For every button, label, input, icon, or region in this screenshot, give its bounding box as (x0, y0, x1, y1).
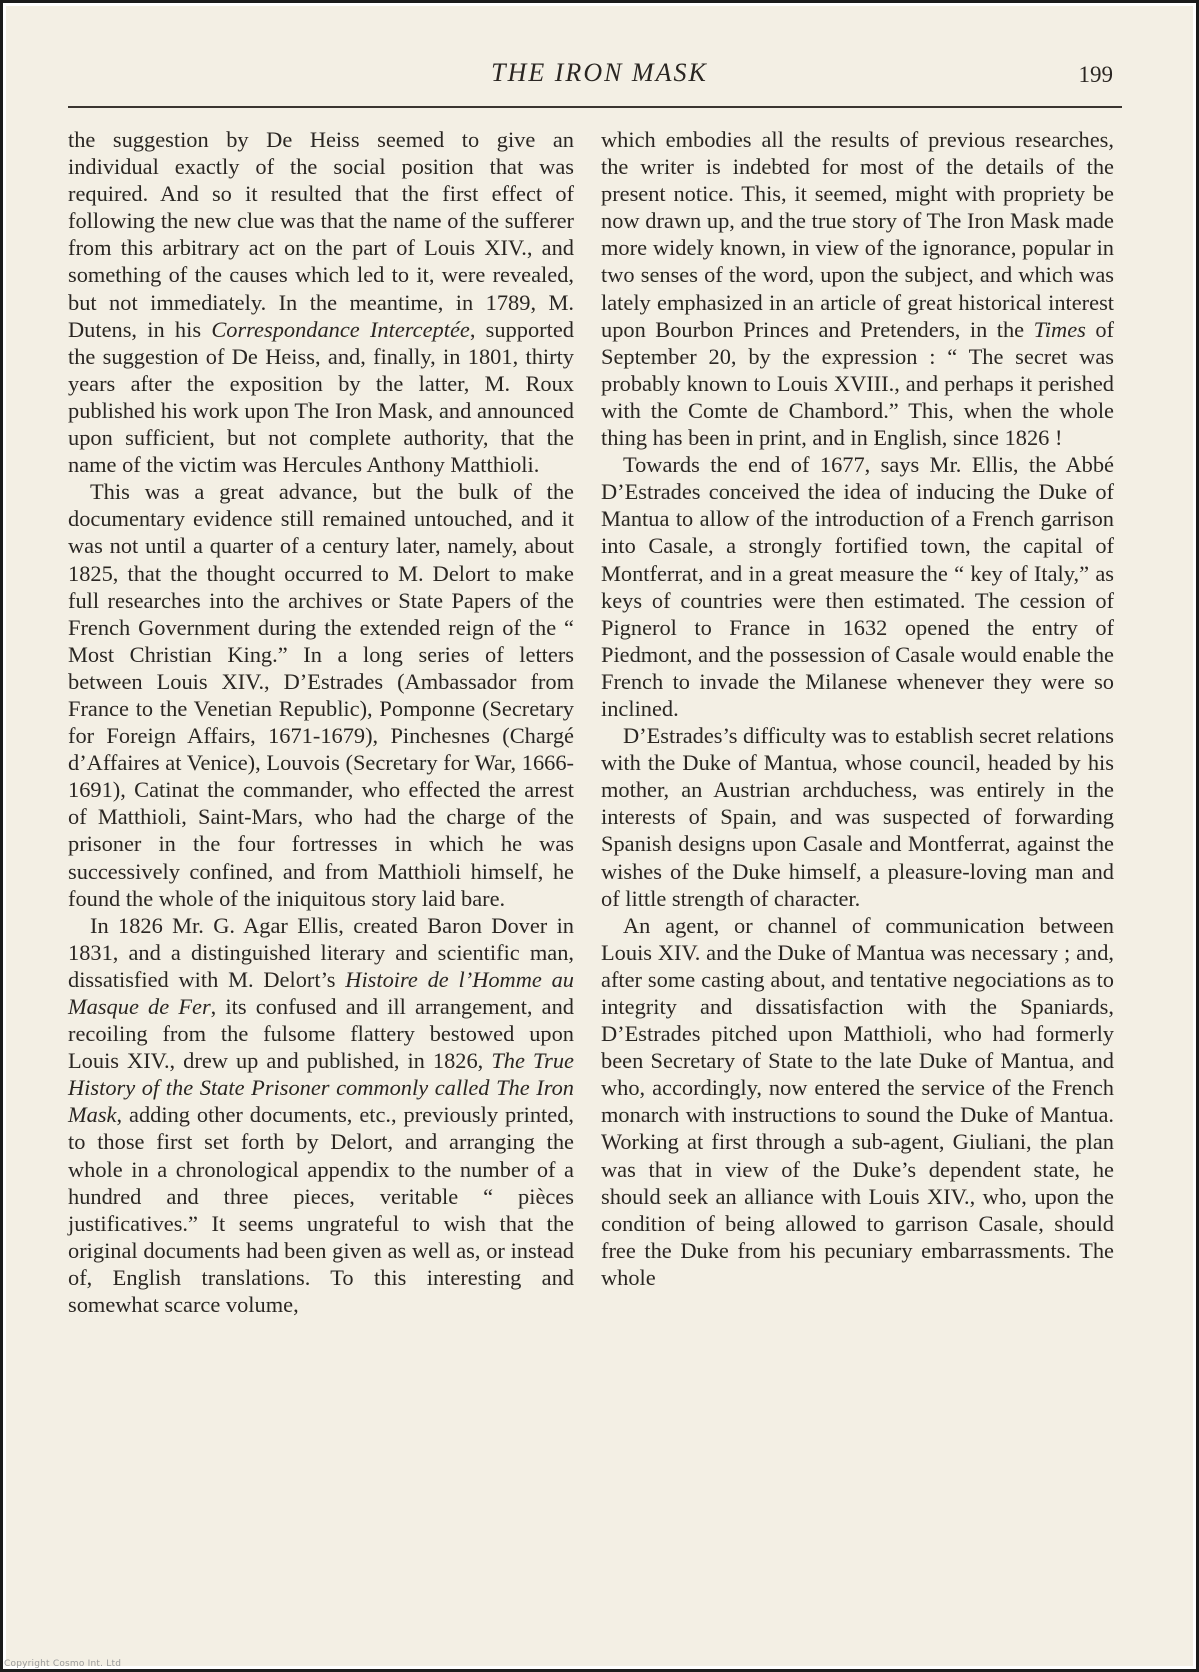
text-run: This was a great advance, but the bulk of the documentary evidence still remained untouched, and it was not until a quarter of a century later, namely, about 1825, that the thought occurred to M. Delort to make full researches into the archives or State Papers of the French Government during the extended reign of the “ Most Christian King.” In a long series of letters between Louis XIV., D’Estrades (Ambassador from France to the Venetian Republic), Pomponne (Secretary for Foreign Affairs, 1671-1679), Pinchesnes (Chargé d’Affaires at Venice), Louvois (Secretary for War, 1666-1691), Catinat the commander, who effected the arrest of Matthioli, Saint-Mars, who had the charge of the prisoner in the four fortresses in which he was successively confined, and from Matthioli himself, he found the whole of the iniquitous story laid bare. (68, 479, 574, 911)
header-rule (68, 106, 1122, 108)
text-run: , its confused and ill arrangement, and recoiling from the fulsome flattery bestowed upon Louis XIV., drew up and published, in 1826, (68, 994, 574, 1074)
text-run: the suggestion by De Heiss seemed to give an individual exactly of the social position that was required. And so it resulted that the first effect of following the new clue was that the name of the sufferer from this arbitrary act on the part of Louis XIV., and something of the causes which led to it, were revealed, but not immediately. In the meantime, in 1789, M. Dutens, in his (68, 127, 574, 342)
running-title: THE IRON MASK (491, 58, 708, 87)
text-run: D’Estrades’s difficulty was to establish secret relations with the Duke of Mantua, whose council, headed by his mother, an Austrian archduchess, was entirely in the interests of Spain, and was suspected of forwarding Spanish designs upon Casale and Montferrat, against the wishes of the Duke himself, a pleasure-loving man and of little strength of character. (601, 723, 1114, 911)
page-number: 199 (1078, 62, 1113, 87)
paragraph (68, 126, 574, 478)
right-text-column (601, 126, 1114, 1291)
text-run: , adding other documents, etc., previously printed, to those first set forth by Delort, and arranging the whole in a chronological appendix to the number of a hundred and three pieces, veritable “ pièces justificatives.” It seems ungrateful to wish that the original documents had been given as well as, or instead of, English translations. To this interesting and somewhat scarce volume, (68, 1102, 574, 1318)
paragraph (601, 126, 1114, 451)
paragraph (68, 478, 574, 912)
italic-text: Histoire de l’Homme au Masque de Fer (68, 966, 574, 1019)
text-run: Towards the end of 1677, says Mr. Ellis, the Abbé D’Estrades conceived the idea of inducing the Duke of Mantua to allow of the introduction of a French garrison into Casale, a strongly fortified town, the capital of Montferrat, and in a great measure the “ key of Italy,” as keys of countries were then estimated. The cession of Pignerol to France in 1632 opened the entry of Piedmont, and the possession of Casale would enable the French to invade the Milanese whenever they were so inclined. (601, 452, 1114, 721)
italic-text: The True History of the State Prisoner commonly called The Iron Mask (68, 1048, 574, 1128)
text-run: which embodies all the results of previous researches, the writer is indebted for most of the details of the present notice. This, it seemed, might with propriety be now drawn up, and the true story of The Iron Mask made more widely known, in view of the ignorance, popular in two senses of the word, upon the subject, and which was lately emphasized in an article of great historical interest upon Bourbon Princes and Pretenders, in the (601, 127, 1114, 342)
text-run: , supported the suggestion of De Heiss, and, finally, in 1801, thirty years after the exposition by the latter, M. Roux published his work upon The Iron Mask, and announced upon sufficient, but not complete authority, that the name of the victim was Hercules Anthony Matthioli. (68, 316, 574, 478)
italic-text: Times (1033, 316, 1086, 342)
paragraph (601, 722, 1114, 912)
text-run: In 1826 Mr. G. Agar Ellis, created Baron Dover in 1831, and a distinguished literary and scientific man, dissatisfied with M. Delort’s (68, 912, 574, 992)
text-run: of September 20, by the expression : “ The secret was probably known to Louis XVIII., and perhaps it perished with the Comte de Chambord.” This, when the whole thing has been in print, and in English, since 1826 ! (601, 316, 1115, 451)
document-page (6, 6, 1193, 1666)
copyright-watermark: Copyright Cosmo Int. Ltd (4, 1659, 122, 1669)
italic-text: Correspondance Interceptée (211, 316, 470, 342)
paragraph (601, 912, 1114, 1291)
left-text-column (68, 126, 574, 1318)
paragraph (601, 451, 1114, 722)
paragraph (68, 912, 574, 1318)
text-run: An agent, or channel of communication between Louis XIV. and the Duke of Mantua was necessary ; and, after some casting about, and tentative negociations as to integrity and dissatisfaction with the Spaniards, D’Estrades pitched upon Matthioli, who had formerly been Secretary of State to the late Duke of Mantua, and who, accordingly, now entered the service of the French monarch with instructions to sound the Duke of Mantua. Working at first through a sub-agent, Giuliani, the plan was that in view of the Duke’s dependent state, he should seek an alliance with Louis XIV., who, upon the condition of being allowed to garrison Casale, should free the Duke from his pecuniary embarrassments. The whole (601, 912, 1114, 1290)
